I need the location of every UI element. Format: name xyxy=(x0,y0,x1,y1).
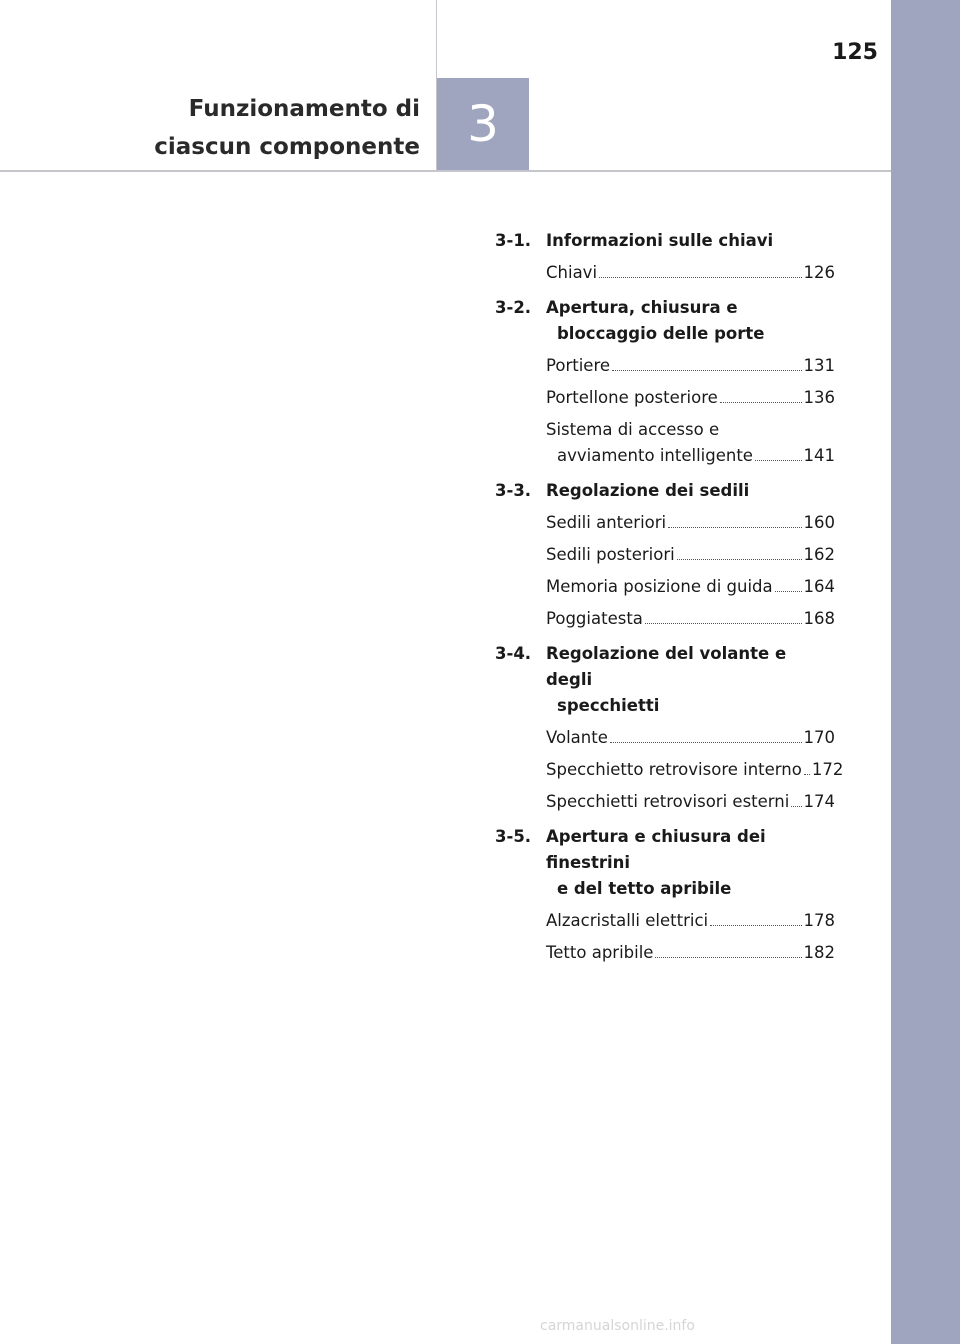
toc-entry-page: 172 xyxy=(811,760,844,779)
toc-entry-page: 141 xyxy=(803,446,835,465)
toc-section-heading[interactable] xyxy=(495,228,835,254)
toc-section xyxy=(495,824,835,966)
toc-dot-leader xyxy=(668,527,801,528)
toc-entry-page: 164 xyxy=(803,577,835,596)
table-of-contents xyxy=(495,228,844,975)
toc-section-heading[interactable] xyxy=(495,824,835,902)
toc-entry-page: 136 xyxy=(803,388,835,407)
toc-entry[interactable] xyxy=(546,417,835,469)
chapter-number-box xyxy=(437,78,529,170)
toc-section-title-line2: specchietti xyxy=(557,696,660,715)
toc-entry[interactable] xyxy=(546,789,835,815)
toc-section xyxy=(495,641,844,815)
toc-section-title xyxy=(546,824,835,902)
toc-entry-title: Alzacristalli elettrici xyxy=(546,911,709,930)
toc-entry[interactable] xyxy=(546,940,835,966)
toc-section-title xyxy=(546,641,835,719)
toc-entry-page: 162 xyxy=(803,545,835,564)
chapter-number: 3 xyxy=(467,95,499,153)
toc-entry-page: 178 xyxy=(803,911,835,930)
toc-entry-title: Sedili anteriori xyxy=(546,513,667,532)
toc-section xyxy=(495,295,835,469)
toc-entry[interactable] xyxy=(546,606,835,632)
toc-entry[interactable] xyxy=(546,908,835,934)
page-number: 125 xyxy=(832,40,878,65)
toc-section-title-line1: Apertura e chiusura dei finestrini xyxy=(546,827,766,872)
toc-section-title-line1: Apertura, chiusura e xyxy=(546,298,738,317)
watermark: carmanualsonline.info xyxy=(540,1318,695,1334)
toc-dot-leader xyxy=(599,277,801,278)
chapter-side-band xyxy=(891,0,960,1344)
toc-section-heading[interactable] xyxy=(495,478,835,504)
toc-section-number: 3-3. xyxy=(495,481,532,500)
toc-entry-title-continued: avviamento intelligente xyxy=(557,446,753,465)
toc-entry-title: Sistema di accesso e xyxy=(546,420,720,439)
toc-dot-leader xyxy=(804,774,810,775)
toc-section-number: 3-4. xyxy=(495,644,532,663)
toc-entry[interactable] xyxy=(546,574,835,600)
toc-section xyxy=(495,228,835,286)
toc-entry-page: 174 xyxy=(803,792,835,811)
section-title-line2: ciascun componente xyxy=(154,134,420,160)
toc-dot-leader xyxy=(755,460,802,461)
toc-entry-page: 160 xyxy=(803,513,835,532)
toc-dot-leader xyxy=(677,559,802,560)
toc-section-heading[interactable] xyxy=(495,295,835,347)
toc-entry[interactable] xyxy=(546,510,835,536)
toc-entry[interactable] xyxy=(546,260,835,286)
toc-entry-title: Portiere xyxy=(546,356,611,375)
toc-entry-page: 126 xyxy=(803,263,835,282)
toc-section-heading[interactable] xyxy=(495,641,835,719)
toc-section-title xyxy=(546,295,835,347)
toc-section-number: 3-1. xyxy=(495,231,532,250)
toc-dot-leader xyxy=(612,370,801,371)
toc-entry-title: Tetto apribile xyxy=(546,943,654,962)
toc-entry-title: Poggiatesta xyxy=(546,609,643,628)
toc-section-number: 3-5. xyxy=(495,827,532,846)
toc-section xyxy=(495,478,835,632)
toc-section-number: 3-2. xyxy=(495,298,532,317)
toc-entry-title: Sedili posteriori xyxy=(546,545,675,564)
toc-section-title-line2: e del tetto apribile xyxy=(557,879,732,898)
toc-section-title xyxy=(546,228,835,254)
toc-dot-leader xyxy=(775,591,802,592)
toc-entry-title: Specchietto retrovisore interno xyxy=(546,760,802,779)
toc-dot-leader xyxy=(710,925,801,926)
toc-entry[interactable] xyxy=(546,757,844,783)
toc-entry[interactable] xyxy=(546,725,835,751)
toc-entry-page: 168 xyxy=(803,609,835,628)
toc-entry-title: Specchietti retrovisori esterni xyxy=(546,792,790,811)
toc-dot-leader xyxy=(720,402,802,403)
toc-section-title-line1: Regolazione dei sedili xyxy=(546,481,750,500)
toc-entry-title: Volante xyxy=(546,728,608,747)
toc-dot-leader xyxy=(791,806,801,807)
toc-dot-leader xyxy=(645,623,802,624)
toc-dot-leader xyxy=(655,957,801,958)
section-title-line1: Funzionamento di xyxy=(188,96,420,122)
toc-section-title-line2: bloccaggio delle porte xyxy=(557,324,765,343)
toc-entry[interactable] xyxy=(546,353,835,379)
toc-section-title-line1: Regolazione del volante e degli xyxy=(546,644,787,689)
toc-entry-title: Portellone posteriore xyxy=(546,388,718,407)
toc-dot-leader xyxy=(610,742,802,743)
toc-entry-page: 170 xyxy=(803,728,835,747)
toc-entry-title: Memoria posizione di guida xyxy=(546,577,773,596)
header-horizontal-rule xyxy=(0,170,891,172)
toc-entry[interactable] xyxy=(546,542,835,568)
toc-entry[interactable] xyxy=(546,385,835,411)
section-title xyxy=(154,90,420,166)
toc-section-title-line1: Informazioni sulle chiavi xyxy=(546,231,774,250)
toc-section-title xyxy=(546,478,835,504)
toc-entry-title: Chiavi xyxy=(546,263,598,282)
toc-entry-page: 182 xyxy=(803,943,835,962)
toc-entry-page: 131 xyxy=(803,356,835,375)
